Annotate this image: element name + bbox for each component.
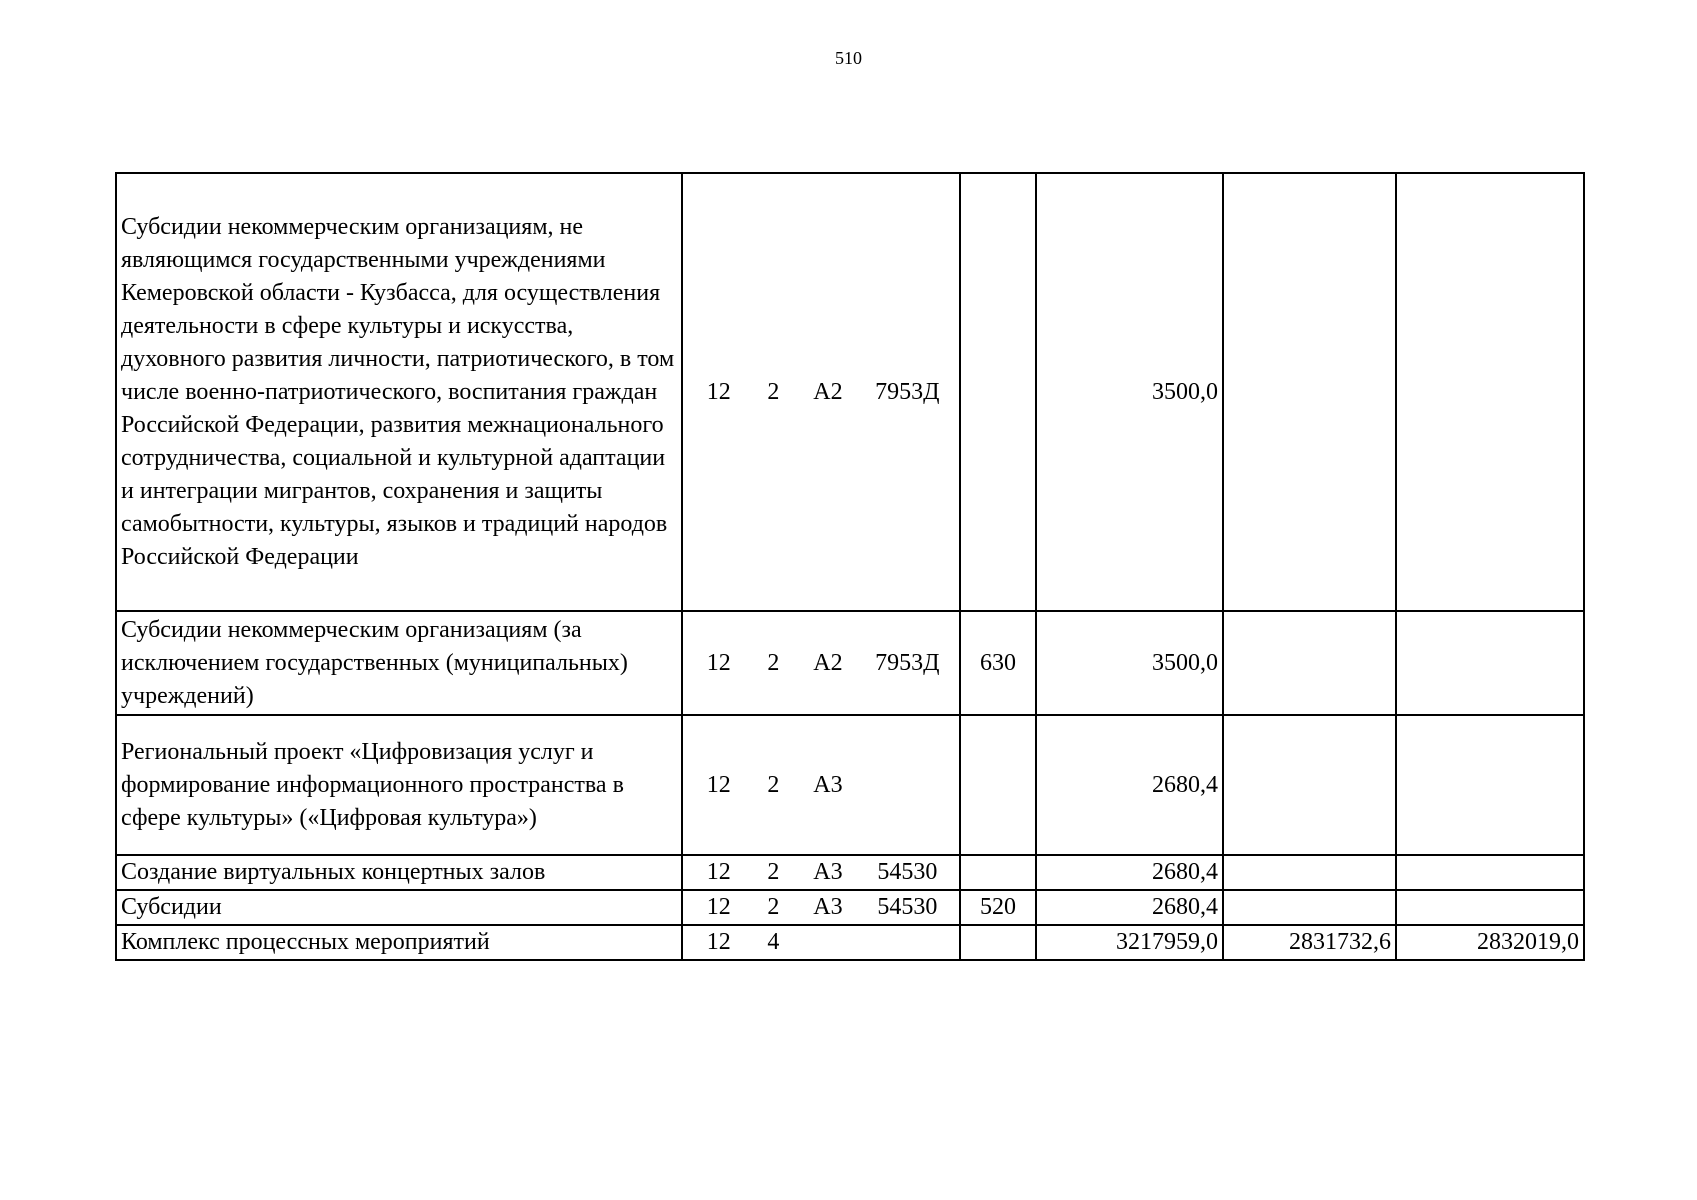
table-row xyxy=(116,890,1584,925)
code-direction: 54530 xyxy=(877,859,938,885)
table-row xyxy=(116,611,1584,715)
budget-table xyxy=(115,172,1585,961)
code-subsection: 2 xyxy=(767,649,780,676)
row-name: Создание виртуальных концертных залов xyxy=(116,855,682,890)
sum-year-2 xyxy=(1223,855,1396,890)
table-row xyxy=(116,925,1584,960)
row-name: Региональный проект «Цифровизация услуг и формирование информационного пространства в сфере культуры» («Цифровая культура») xyxy=(116,715,682,855)
page-number: 510 xyxy=(835,48,862,68)
code-project: А3 xyxy=(813,894,843,920)
table-row xyxy=(116,173,1584,611)
sum-year-3: 2832019,0 xyxy=(1396,925,1584,960)
code-project: А2 xyxy=(813,649,843,676)
sum-year-2 xyxy=(1223,173,1396,611)
code-section: 12 xyxy=(706,894,731,920)
table-row xyxy=(116,715,1584,855)
row-name: Субсидии xyxy=(116,890,682,925)
code-section: 12 xyxy=(706,771,731,798)
expense-type xyxy=(960,925,1036,960)
row-name: Субсидии некоммерческим организациям, не являющимся государственными учреждениями Кемеровской области - Кузбасса, для осуществления деятельности в сфере культуры и искусства, духовного развития личности, патриотического, в том числе военно-патриотического, воспитания граждан Российской Федерации, развития межнационального сотрудничества, социальной и культурной адаптации и интеграции мигрантов, сохранения и защиты самобытности, культуры, языков и традиций народов Российской Федерации xyxy=(116,173,682,611)
sum-year-2 xyxy=(1223,611,1396,715)
sum-year-1: 3500,0 xyxy=(1036,611,1223,715)
sum-year-1: 3500,0 xyxy=(1036,173,1223,611)
sum-year-3 xyxy=(1396,715,1584,855)
table-row xyxy=(116,855,1584,890)
code-subsection: 2 xyxy=(767,771,780,798)
expense-type xyxy=(960,173,1036,611)
expense-type: 630 xyxy=(960,611,1036,715)
sum-year-3 xyxy=(1396,611,1584,715)
sum-year-2: 2831732,6 xyxy=(1223,925,1396,960)
code-direction: 7953Д xyxy=(875,378,940,405)
sum-year-2 xyxy=(1223,715,1396,855)
code-subsection: 2 xyxy=(767,859,780,885)
code-subsection: 2 xyxy=(767,378,780,405)
row-codes xyxy=(682,855,960,890)
row-name: Субсидии некоммерческим организациям (за исключением государственных (муниципальных) учреждений) xyxy=(116,611,682,715)
sum-year-3 xyxy=(1396,890,1584,925)
expense-type: 520 xyxy=(960,890,1036,925)
row-codes xyxy=(682,173,960,611)
sum-year-1: 2680,4 xyxy=(1036,715,1223,855)
row-codes xyxy=(682,890,960,925)
expense-type xyxy=(960,715,1036,855)
sum-year-1: 2680,4 xyxy=(1036,855,1223,890)
sum-year-1: 3217959,0 xyxy=(1036,925,1223,960)
code-project: А2 xyxy=(813,378,843,405)
sum-year-2 xyxy=(1223,890,1396,925)
sum-year-1: 2680,4 xyxy=(1036,890,1223,925)
code-direction: 7953Д xyxy=(875,649,940,676)
row-codes xyxy=(682,611,960,715)
row-codes xyxy=(682,715,960,855)
code-section: 12 xyxy=(706,378,731,405)
row-codes xyxy=(682,925,960,960)
code-subsection: 2 xyxy=(767,894,780,920)
code-project: А3 xyxy=(813,771,843,798)
expense-type xyxy=(960,855,1036,890)
code-project: А3 xyxy=(813,859,843,885)
code-subsection: 4 xyxy=(767,929,780,955)
code-section: 12 xyxy=(706,929,731,955)
code-section: 12 xyxy=(706,649,731,676)
sum-year-3 xyxy=(1396,173,1584,611)
row-name: Комплекс процессных мероприятий xyxy=(116,925,682,960)
code-direction: 54530 xyxy=(877,894,938,920)
code-section: 12 xyxy=(706,859,731,885)
sum-year-3 xyxy=(1396,855,1584,890)
